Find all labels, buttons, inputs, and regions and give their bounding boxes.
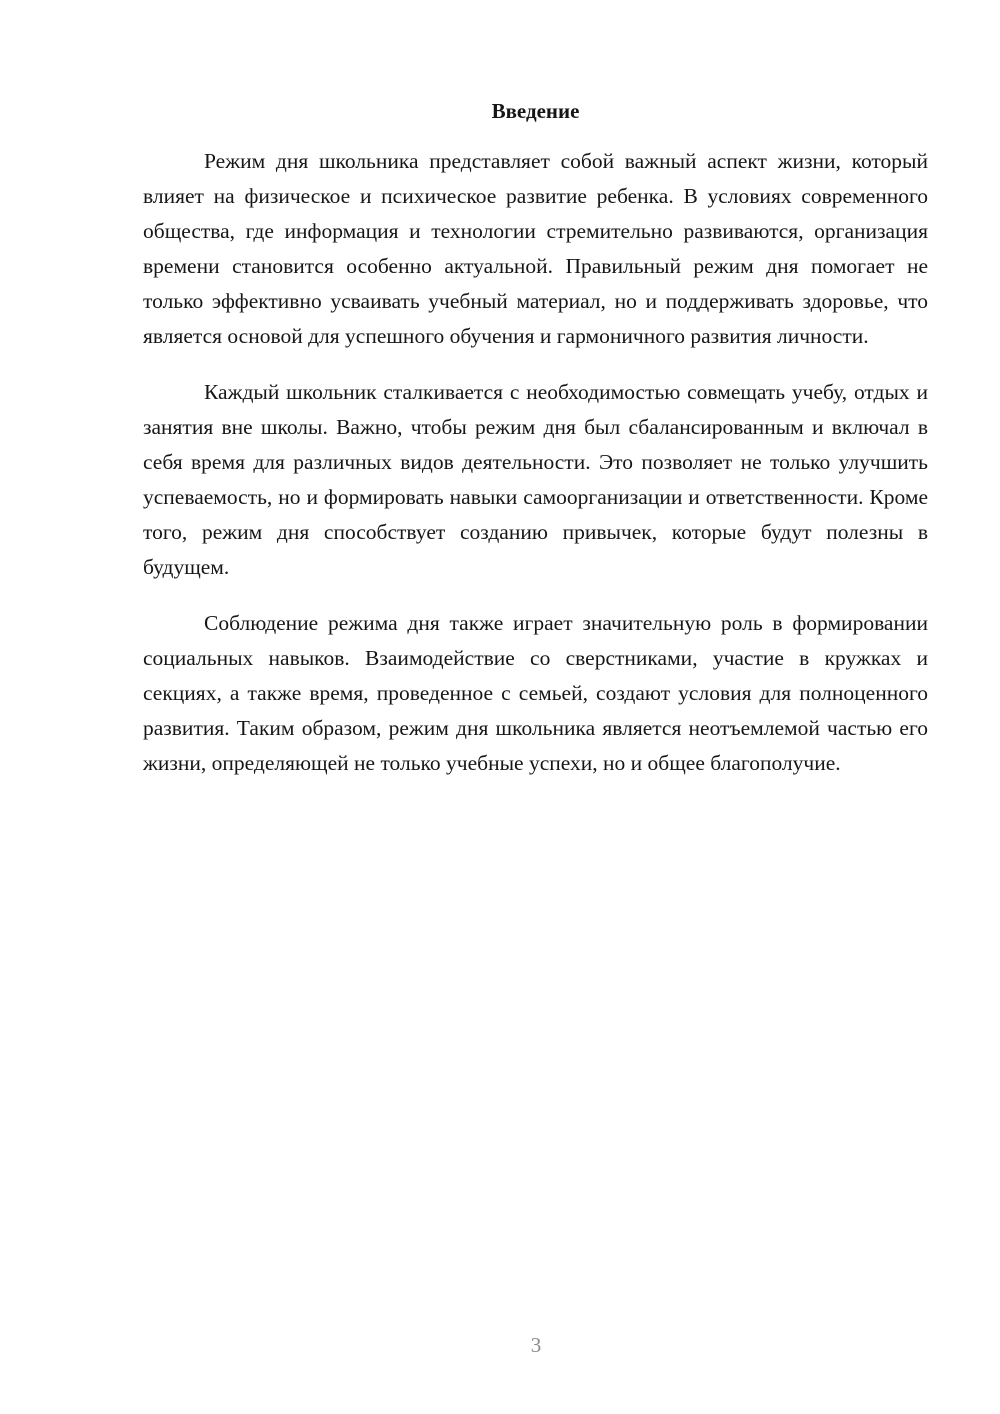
paragraph-2: Каждый школьник сталкивается с необходимостью совмещать учебу, отдых и занятия вне школы. Важно, чтобы режим дня был сбалансированным и включал в себя время для различных видов деятельности. Это позволяет не только улучшить успеваемость, но и формировать навыки самоорганизации и ответственности. Кроме того, режим дня способствует созданию привычек, которые будут полезны в будущем. — [143, 380, 928, 579]
page-title: Введение — [491, 99, 580, 123]
page-number: 3 — [530, 1333, 542, 1357]
paragraph-1: Режим дня школьника представляет собой важный аспект жизни, который влияет на физическое и психическое развитие ребенка. В условиях современного общества, где информация и технологии стремительно развиваются, организация времени становится особенно актуальной. Правильный режим дня помогает не только эффективно усваивать учебный материал, но и поддерживать здоровье, что является основой для успешного обучения и гармоничного развития личности. — [143, 149, 928, 348]
page-content — [143, 96, 928, 802]
paragraph-3: Соблюдение режима дня также играет значительную роль в формировании социальных навыков. Взаимодействие со сверстниками, участие в кружках и секциях, а также время, проведенное с семьей, создают условия для полноценного развития. Таким образом, режим дня школьника является неотъемлемой частью его жизни, определяющей не только учебные успехи, но и общее благополучие. — [143, 611, 928, 775]
